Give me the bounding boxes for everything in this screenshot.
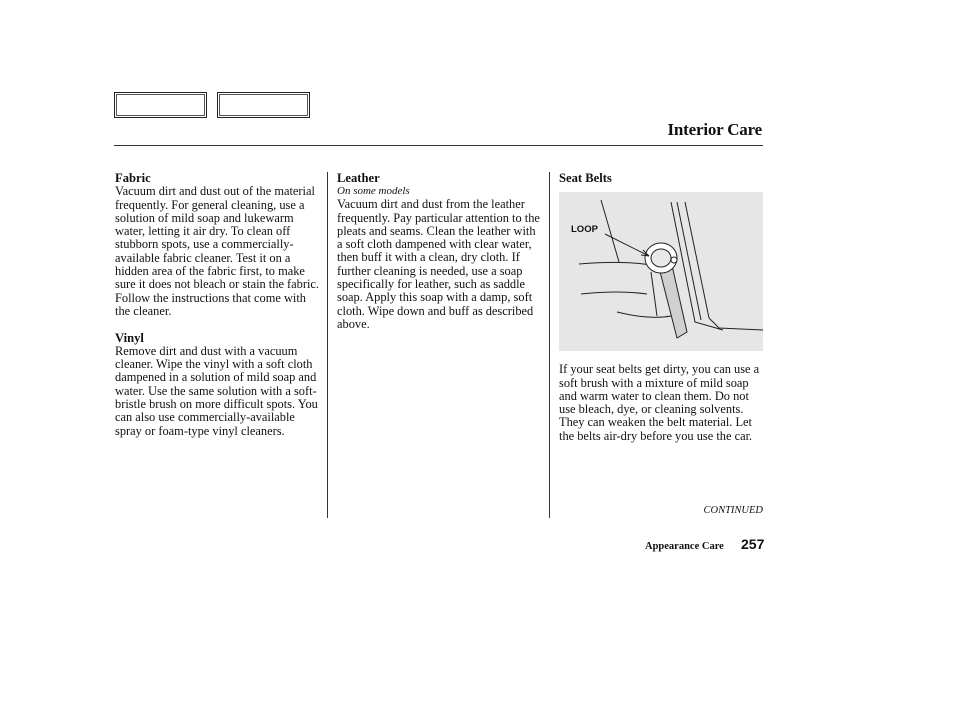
column-divider-1 [327, 172, 328, 518]
title-divider [114, 145, 763, 146]
loop-label: LOOP [571, 224, 598, 236]
leather-subheading: On some models [337, 185, 410, 198]
page-title: Interior Care [667, 120, 762, 139]
seat-belts-heading: Seat Belts [559, 171, 612, 185]
footer-section-name: Appearance Care [645, 541, 724, 552]
column-divider-2 [549, 172, 550, 518]
seat-belt-illustration [559, 192, 763, 351]
page-number: 257 [741, 536, 765, 552]
column-middle [337, 172, 542, 331]
leather-body: Vacuum dirt and dust from the leather frequently. Pay particular attention to the pleats and seams. Clean the leather with a soft cloth dampened with clear water, then buff it with a clean, dry cloth. If further cleaning is needed, use a soap specifically for leather, such as saddle soap. Apply this soap with a damp, soft cloth. Wipe down and buff as described above. [337, 197, 540, 331]
vinyl-heading: Vinyl [115, 330, 144, 345]
vinyl-body: Remove dirt and dust with a vacuum cleaner. Wipe the vinyl with a soft cloth dampened in a solution of mild soap and water. Use the same solution with a soft-bristle brush on more difficult spots. You can also use commercially-available spray or foam-type vinyl cleaners. [115, 343, 318, 438]
continued-note: CONTINUED [703, 505, 763, 516]
seat-belts-body: If your seat belts get dirty, you can use a soft brush with a mixture of mild soap and warm water to clean them. Do not use bleach, dye, or cleaning solvents. They can weaken the belt material. Let the belts air-dry before you use the car. [559, 362, 760, 443]
nav-tab-box-1 [114, 92, 207, 118]
leather-heading: Leather [337, 171, 380, 185]
nav-tab-box-2 [217, 92, 310, 118]
seat-belt-drawing [559, 192, 763, 351]
column-left [115, 172, 323, 438]
fabric-body: Vacuum dirt and dust out of the material frequently. For general cleaning, use a solution of mild soap and lukewarm water, letting it air dry. To clean off stubborn spots, use a commercially-available fabric cleaner. Test it on a hidden area of the fabric first, to make sure it does not bleach or stain the fabric. Follow the instructions that come with the cleaner. [115, 184, 320, 318]
fabric-heading: Fabric [115, 171, 151, 185]
column-right [559, 172, 763, 443]
